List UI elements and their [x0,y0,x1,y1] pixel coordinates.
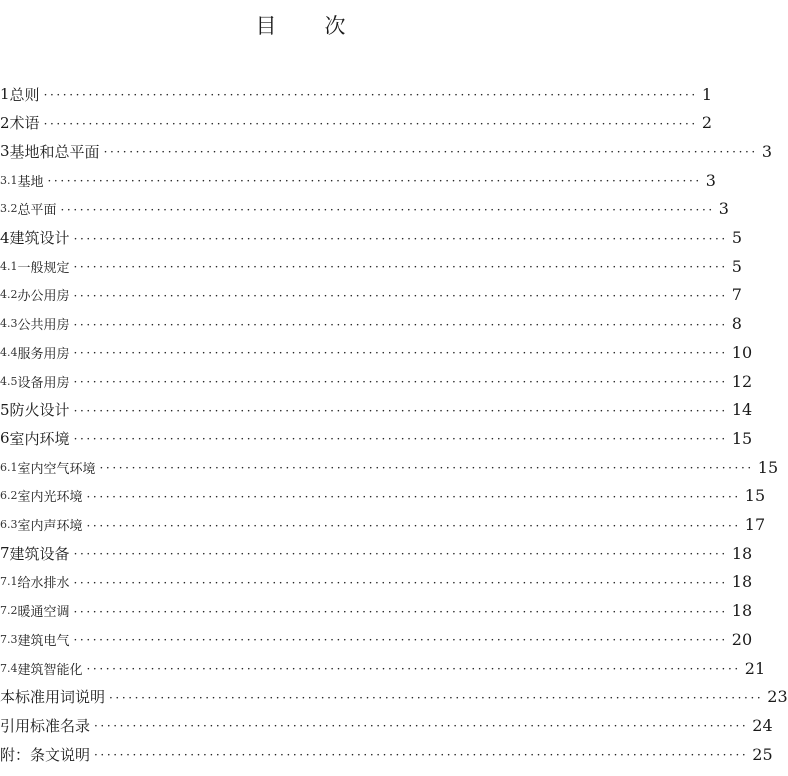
dot-leader: ······································································································ [47,174,702,189]
toc-entry[interactable] [0,111,713,135]
toc-entry-page: 15 [757,457,779,477]
toc-entry-label: 防火设计 [9,401,70,420]
dot-leader: ······································································································ [86,518,741,533]
toc-entry[interactable] [0,82,713,106]
toc-entry-number: 7.2 [0,604,18,618]
toc-entry-label: 基地 [17,174,44,190]
toc-entry-number: 6.1 [0,460,18,474]
toc-entry-page: 3 [705,170,716,190]
dot-leader: ······································································································ [73,375,728,389]
dot-leader: ······································································································ [94,748,749,763]
toc-entry-number: 4.2 [0,288,18,302]
toc-entry-number: 4.4 [0,345,18,359]
toc-entry-number: 4 [0,228,10,247]
toc-entry-page: 21 [744,658,766,678]
title-char-1: 目 [255,14,277,38]
toc-entry-page: 14 [731,400,753,420]
toc-entry-label: 室内声环境 [17,519,83,534]
dot-leader: ······································································································ [73,604,728,619]
toc-entry-number: 4.5 [0,374,18,388]
toc-entry-page: 25 [752,744,773,764]
toc-entry[interactable] [0,139,773,163]
toc-entry-page: 5 [731,228,743,247]
toc-entry-page: 3 [718,199,729,219]
toc-entry-page: 10 [731,342,753,362]
toc-entry-number: 4.3 [0,317,18,331]
dot-leader: ······································································································ [73,403,728,418]
toc-entry[interactable] [0,570,753,594]
toc-entry-number: 3.1 [0,173,18,187]
toc-entry-page: 3 [761,141,773,161]
toc-entry-page: 12 [731,371,753,391]
toc-entry-label: 室内空气环境 [17,461,96,477]
toc-entry[interactable] [0,513,766,537]
dot-leader: ······································································································ [109,690,764,705]
toc-entry-page: 5 [731,256,742,276]
toc-entry[interactable] [0,685,788,709]
toc-entry-number: 6 [0,429,10,448]
toc-entry-label: 设备用房 [17,375,70,391]
toc-entry-page: 18 [731,543,753,563]
toc-entry-label: 总平面 [17,203,57,219]
toc-entry-label: 本标准用词说明 [0,688,106,707]
toc-entry-page: 24 [752,715,773,735]
toc-entry-label: 公共用房 [17,318,70,334]
toc-entry-number: 4.1 [0,259,18,273]
toc-entry-page: 17 [744,515,766,534]
toc-entry[interactable] [0,742,773,766]
toc-entry-page: 7 [731,285,742,305]
dot-leader: ······································································································ [73,260,728,275]
dot-leader: ······································································································ [73,317,728,332]
toc-entry-label: 暖通空调 [17,605,70,621]
toc-entry-number: 7 [0,544,10,563]
dot-leader: ······································································································ [73,432,728,447]
toc-entry[interactable] [0,197,729,221]
dot-leader: ······································································································ [73,575,728,590]
dot-leader: ······································································································ [103,145,758,160]
toc-entry-page: 18 [731,601,753,621]
toc-entry-page: 2 [701,113,713,133]
toc-entry[interactable] [0,226,743,250]
toc-entry[interactable] [0,541,753,565]
toc-entry-label: 一般规定 [17,260,70,276]
dot-leader: ······································································································ [73,547,728,562]
toc-entry-label: 引用标准名录 [0,716,91,735]
toc-entry-number: 6.3 [0,518,18,531]
toc-entry-page: 18 [731,572,753,592]
dot-leader: ······································································································ [86,662,741,676]
toc-entry-page: 15 [744,486,766,506]
toc-entry[interactable] [0,713,773,737]
toc-entry[interactable] [0,455,779,479]
toc-entry-label: 建筑智能化 [17,662,83,678]
dot-leader: ······································································································ [99,461,754,476]
toc-entry-page: 20 [731,629,753,649]
toc-entry-label: 附：条文说明 [0,745,91,764]
toc-entry[interactable] [0,426,753,450]
title-char-2: 次 [324,14,346,38]
dot-leader: ······································································································ [43,116,698,131]
dot-leader: ······································································································ [73,231,728,246]
toc-entry-label: 给水排水 [17,576,70,592]
dot-leader: ······································································································ [43,88,698,102]
dot-leader: ······································································································ [86,489,741,504]
toc-entry-number: 7.3 [0,632,18,646]
dot-leader: ······································································································ [94,719,749,734]
toc-entry-label: 建筑设备 [9,544,70,563]
toc-entry[interactable] [0,599,753,623]
toc-entry-label: 基地和总平面 [9,142,100,161]
toc-entry-label: 室内环境 [9,429,70,448]
toc-entry-label: 办公用房 [17,289,70,305]
toc-entry-number: 3 [0,142,10,161]
toc-entry-label: 建筑电气 [17,633,70,649]
toc-entry[interactable] [0,369,753,393]
toc-entry-number: 6.2 [0,489,18,503]
toc-entry[interactable] [0,484,766,508]
toc-entry-label: 建筑设计 [9,229,70,247]
toc-entry[interactable] [0,312,742,336]
dot-leader: ······································································································ [73,633,728,648]
toc-entry[interactable] [0,283,742,307]
toc-entry-page: 15 [731,428,753,448]
toc-entry-number: 1 [0,85,10,103]
toc-entry-number: 7.1 [0,575,18,589]
toc-entry[interactable] [0,254,742,278]
page-title [0,10,601,40]
toc-entry-label: 服务用房 [17,346,70,362]
toc-entry-number: 5 [0,400,10,419]
toc-entry[interactable] [0,627,753,651]
toc-entry-number: 3.2 [0,202,18,216]
toc-entry-number: 2 [0,113,10,132]
dot-leader: ······································································································ [60,202,715,217]
dot-leader: ······································································································ [73,346,728,361]
toc-entry-label: 总则 [9,85,40,104]
toc-entry[interactable] [0,168,716,192]
toc-entry-number: 7.4 [0,661,18,675]
toc-entry-page: 23 [767,687,788,707]
toc-entry[interactable] [0,656,766,680]
toc-entry[interactable] [0,398,753,422]
toc-entry-page: 8 [731,314,742,334]
dot-leader: ······································································································ [73,288,728,303]
toc-entry-page: 1 [701,84,713,104]
toc-entry[interactable] [0,340,753,364]
toc-entry-label: 室内光环境 [17,490,83,506]
toc-entry-label: 术语 [9,114,40,133]
